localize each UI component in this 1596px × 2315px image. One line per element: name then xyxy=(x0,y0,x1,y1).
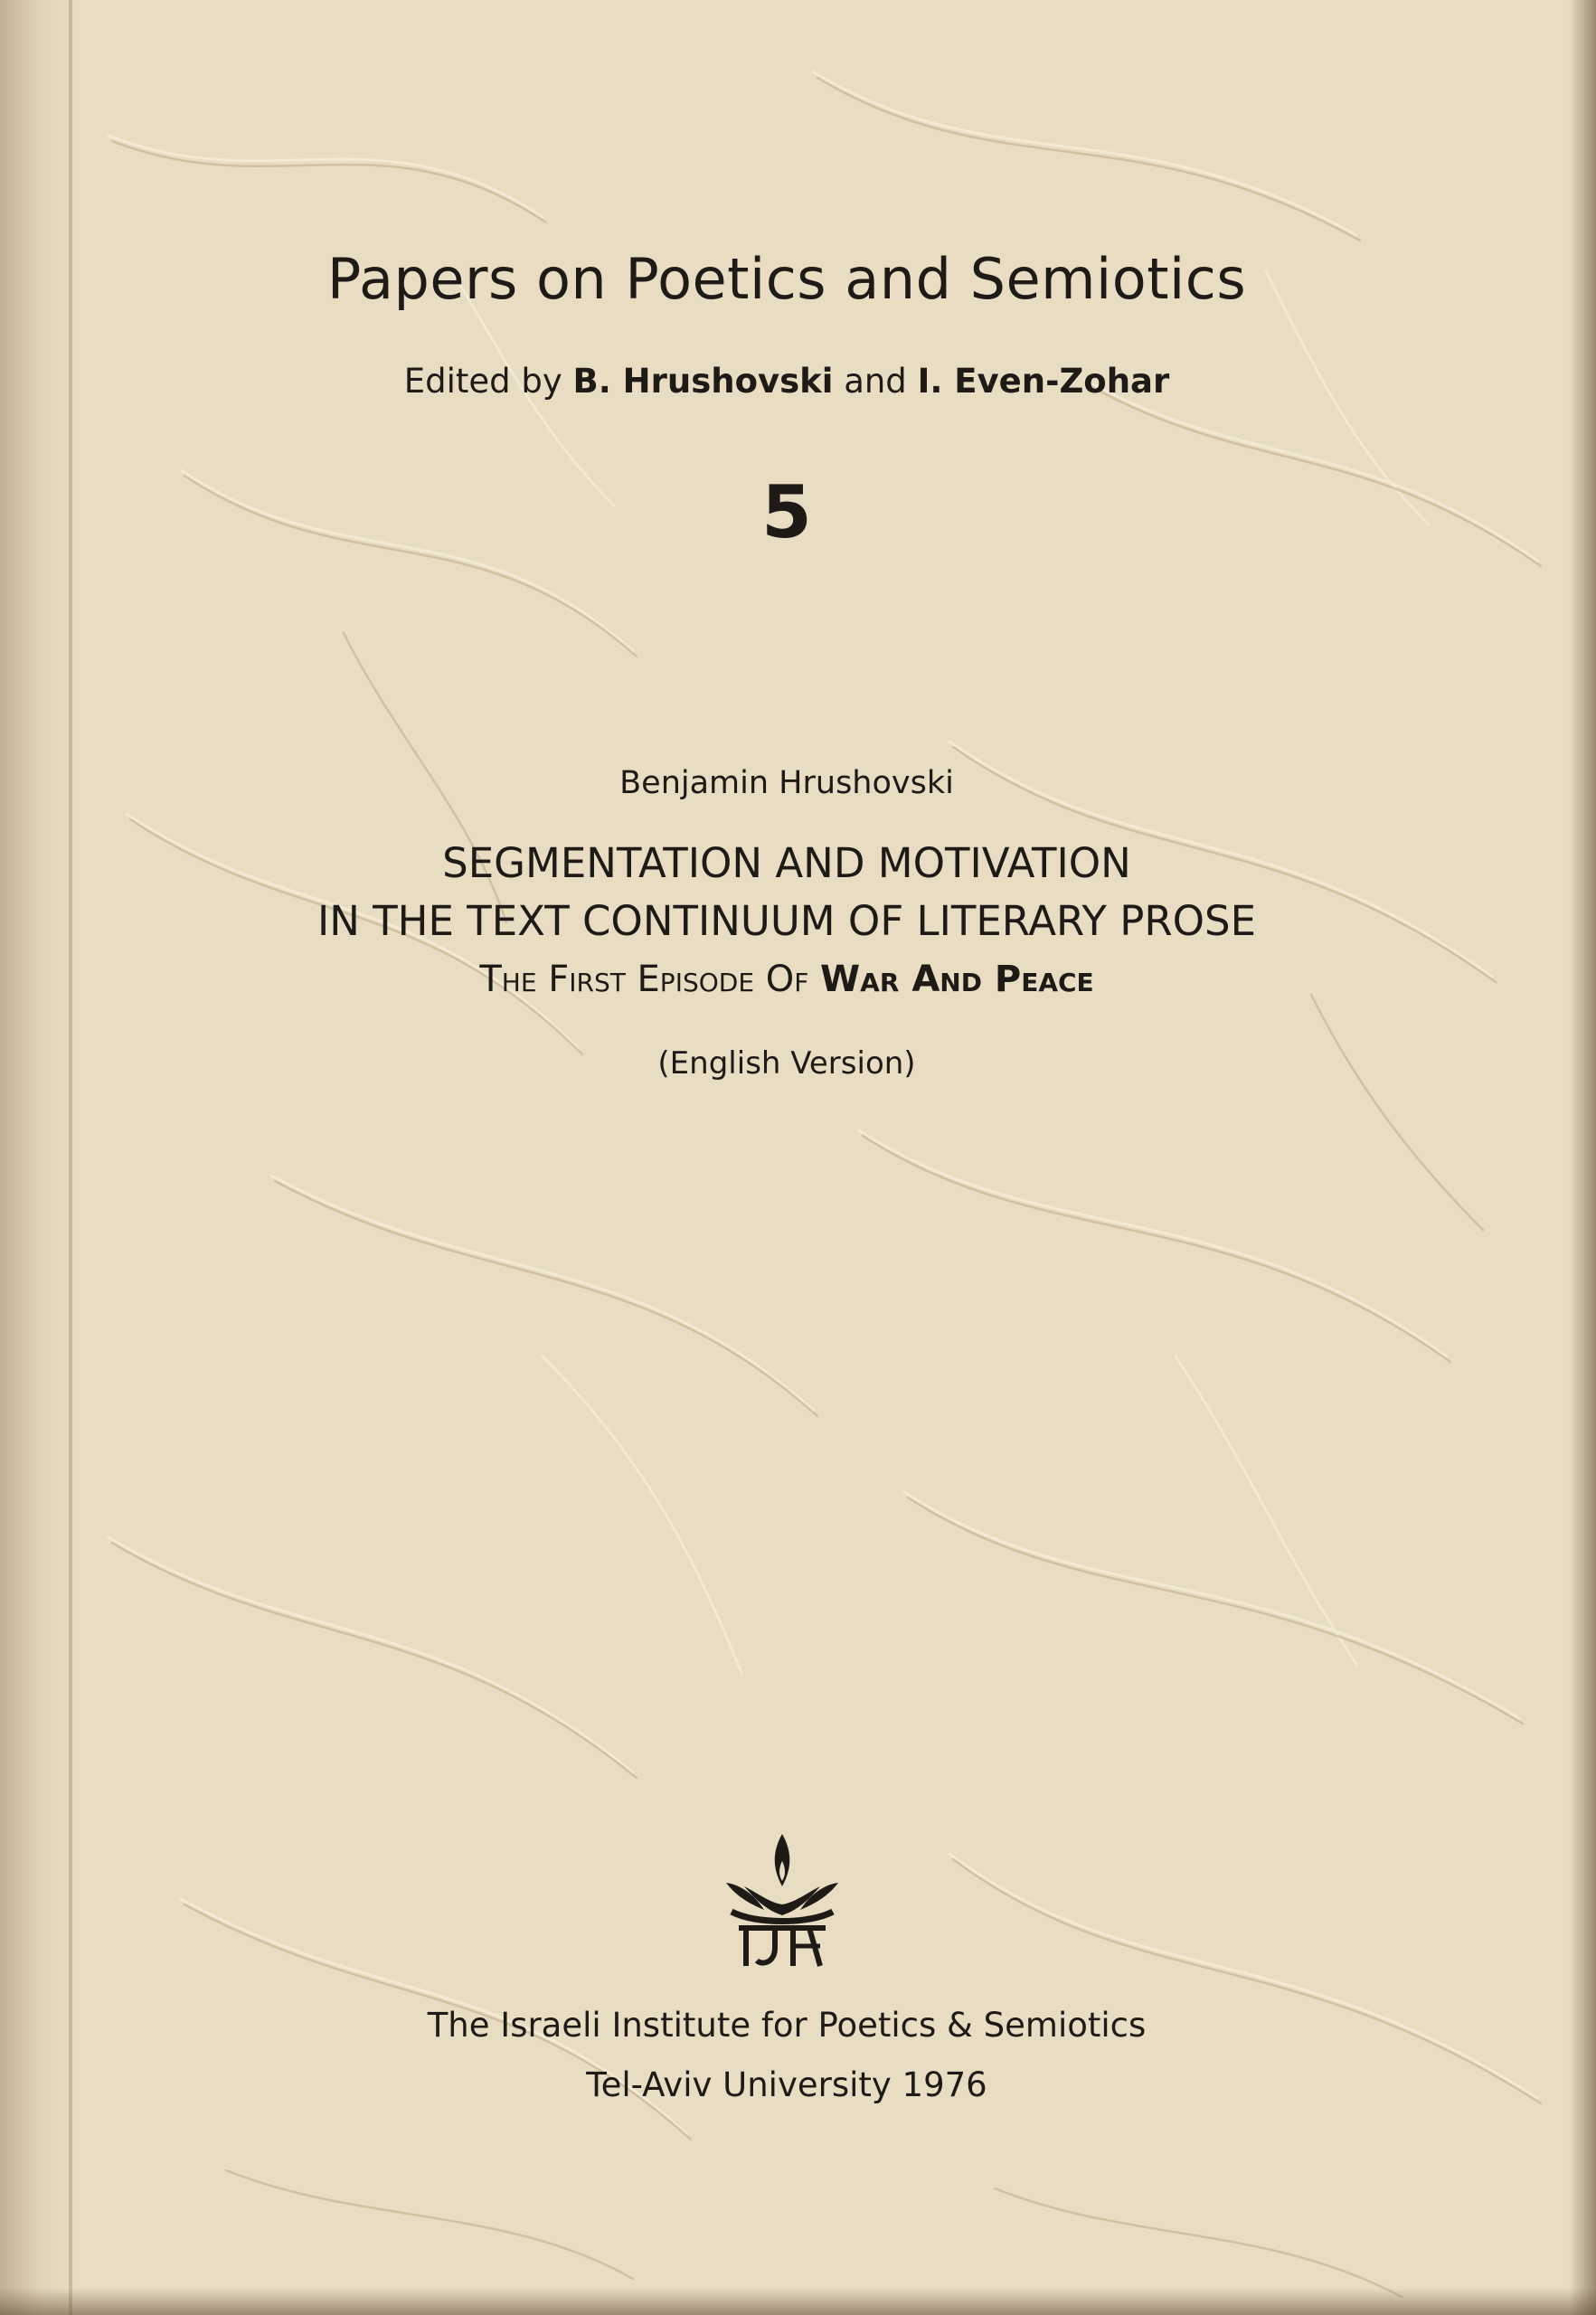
cover-right-edge xyxy=(1569,0,1596,2315)
cover-bottom-edge xyxy=(0,2288,1596,2315)
editor-1: B. Hrushovski xyxy=(572,362,834,401)
title-line-3 xyxy=(72,959,1501,1000)
editors-line xyxy=(72,362,1501,401)
version-note: (English Version) xyxy=(657,1045,916,1082)
editor-2: I. Even-Zohar xyxy=(917,362,1170,401)
menorah-emblem-icon xyxy=(719,1830,845,1975)
series-title: Papers on Poetics and Semiotics xyxy=(326,246,1247,312)
title-line-2: IN THE TEXT CONTINUUM OF LITERARY PROSE xyxy=(316,897,1257,945)
title-line-1: SEGMENTATION AND MOTIVATION xyxy=(442,839,1131,887)
title-line-3-plain: The First Episode Of xyxy=(479,959,809,1000)
spine-crease xyxy=(69,0,72,2315)
title-line-3-bold: War And Peace xyxy=(820,959,1094,1000)
volume-number: 5 xyxy=(761,470,812,554)
author-name: Benjamin Hrushovski xyxy=(619,765,954,801)
publisher-name: The Israeli Institute for Poetics & Semiotics xyxy=(427,2006,1147,2045)
editors-connector: and xyxy=(844,362,907,401)
university-year: Tel-Aviv University 1976 xyxy=(586,2065,987,2104)
editors-prefix: Edited by xyxy=(403,362,562,401)
